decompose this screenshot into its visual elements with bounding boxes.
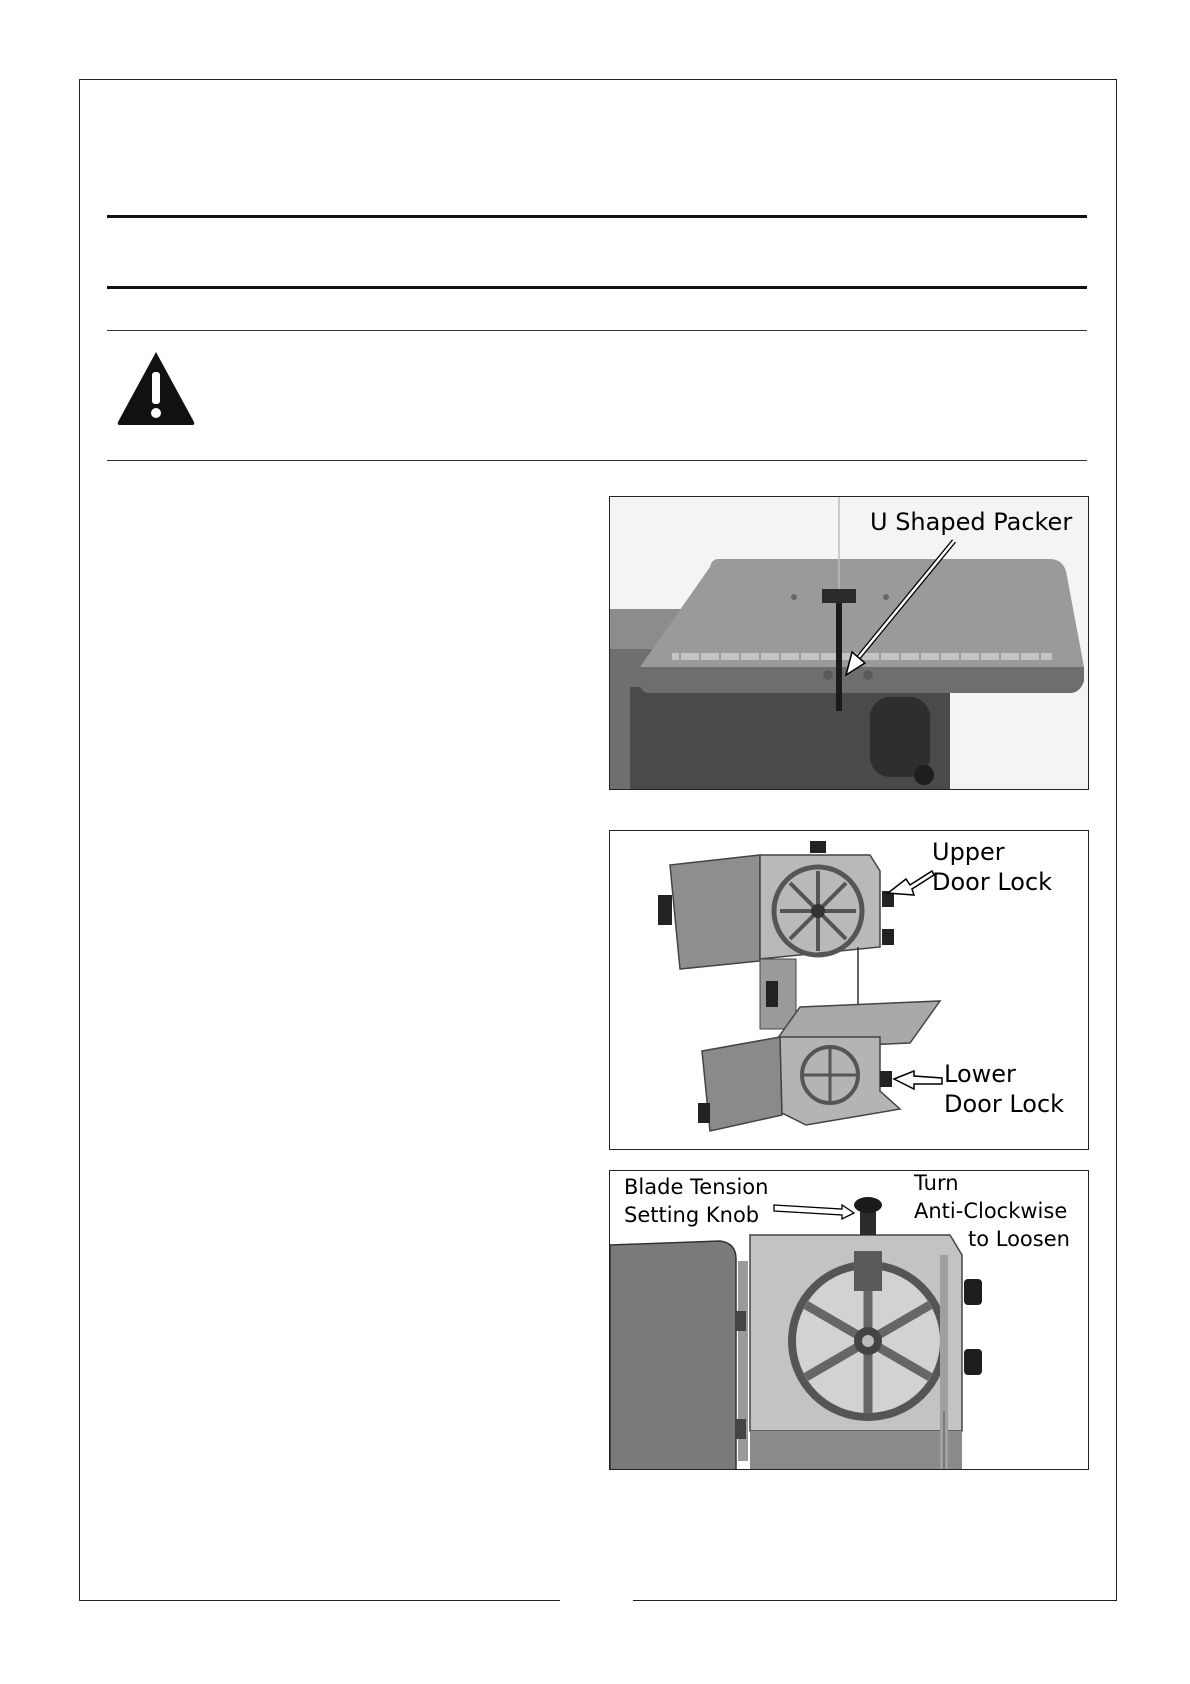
turn-label-line2: Anti-Clockwise (914, 1199, 1068, 1223)
lower-door-lock-label-line1: Lower (944, 1060, 1016, 1088)
upper-door-lock-label-line2: Door Lock (932, 868, 1053, 896)
knob-label-line1: Blade Tension (624, 1175, 769, 1199)
knob-label-line2: Setting Knob (624, 1203, 760, 1227)
header-rule-top (107, 215, 1087, 218)
table-photo (610, 497, 1089, 790)
lower-door-lock-label-line2: Door Lock (944, 1090, 1065, 1118)
turn-label-line1: Turn (914, 1171, 959, 1195)
turn-label-line3: to Loosen (968, 1227, 1070, 1251)
warning-rule-bottom (107, 460, 1087, 461)
footer-rule-right (633, 1600, 1117, 1601)
footer-rule-left (79, 1600, 560, 1601)
figure-table-packer (609, 496, 1089, 790)
figure-door-locks (609, 830, 1089, 1150)
figure-blade-tension (609, 1170, 1089, 1470)
header-rule-bottom (107, 286, 1087, 289)
warning-triangle-icon (114, 348, 198, 428)
warning-rule-top (107, 330, 1087, 331)
upper-door-lock-label-line1: Upper (932, 838, 1005, 866)
packer-label: U Shaped Packer (870, 508, 1073, 536)
